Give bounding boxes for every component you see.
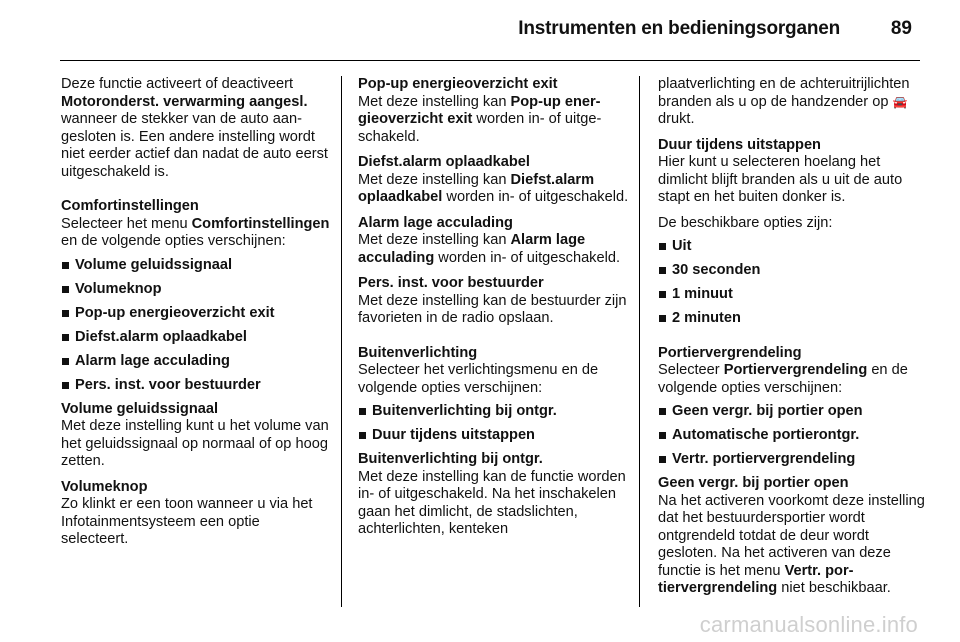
page-title: Instrumenten en bedieningsorganen: [518, 18, 840, 39]
knob-heading: Volumeknop: [61, 478, 148, 495]
page-number: 89: [890, 18, 912, 39]
knob-paragraph: Zo klinkt er een toon wanneer u via het Infotainmentsysteem een optie selecteert.: [61, 496, 313, 547]
list-item: Volumeknop: [61, 281, 331, 299]
list-item: Automatische portierontgr.: [658, 427, 926, 445]
exit-options-list: [658, 238, 926, 328]
exit-paragraph: Hier kunt u selecteren hoelang het dimlicht blijft branden als u uit de auto stapt en het buiten donker is.: [658, 154, 903, 205]
volume-heading: Volume geluidssignaal: [61, 400, 219, 417]
lock-paragraph: Selecteer Portiervergrendeling en de volgende opties verschijnen:: [658, 362, 908, 396]
lock-options-list: [658, 403, 926, 469]
theft-paragraph: Met deze instelling kan Diefst.alarm oplaadkabel worden in- of uitgeschakeld.: [358, 171, 629, 205]
intro-term: Motoronderst. verwarming aangesl.: [61, 93, 308, 110]
car-lock-icon: 🚘: [892, 94, 908, 109]
column-1: [61, 76, 331, 621]
popup-paragraph: Met deze instelling kan Pop-up energieoverzicht exit worden in- of uitgeschakeld.: [358, 93, 602, 145]
pers-heading: Pers. inst. voor bestuurder: [358, 275, 544, 291]
list-item: Duur tijdens uitstappen: [358, 427, 630, 445]
comfort-heading: Comfortinstellingen: [61, 198, 199, 214]
column-2: [358, 76, 630, 621]
nolock-paragraph: Na het activeren voorkomt deze instelling dat het bestuurdersportier wordt ontgrendeld totdat de deur wordt gesloten. Na het activeren van deze functie is het menu Vertr. portiervergrendeling niet beschikbaar.: [658, 492, 925, 596]
list-item: 30 seconden: [658, 262, 926, 280]
unlock-heading: Buitenverlichting bij ontgr.: [358, 451, 543, 467]
exterior-options-list: [358, 403, 630, 445]
list-item: Geen vergr. bij portier open: [658, 403, 926, 421]
list-item: Volume geluidssignaal: [61, 257, 331, 275]
popup-heading: Pop-up energieoverzicht exit: [358, 76, 558, 92]
continued-paragraph: plaatverlichting en de achteruitrijlichten branden als u op de handzender op 🚘 drukt.: [658, 76, 910, 127]
list-item: Buitenverlichting bij ontgr.: [358, 403, 630, 421]
unlock-paragraph: Met deze instelling kan de functie worden in- of uitgeschakeld. Na het inschakelen gaan het dimlicht, de stadslichten, achterlichten, kenteken: [358, 468, 626, 537]
nolock-heading: Geen vergr. bij portier open: [658, 475, 849, 491]
header-divider: [60, 60, 920, 61]
list-item: Pop-up energieoverzicht exit: [61, 305, 331, 323]
list-item: 1 minuut: [658, 286, 926, 304]
available-options-text: De beschikbare opties zijn:: [658, 214, 833, 231]
column-divider: [341, 76, 342, 607]
column-divider: [639, 76, 640, 607]
theft-heading: Diefst.alarm oplaadkabel: [358, 154, 530, 170]
list-item: 2 minuten: [658, 310, 926, 328]
pers-paragraph: Met deze instelling kan de bestuurder zijn favorieten in de radio opslaan.: [358, 292, 627, 326]
battery-heading: Alarm lage acculading: [358, 214, 513, 231]
exterior-paragraph: Selecteer het verlichtingsmenu en de volgende opties verschijnen:: [358, 362, 599, 396]
list-item: Diefst.alarm oplaadkabel: [61, 329, 331, 347]
list-item: Vertr. portiervergrendeling: [658, 451, 926, 469]
list-item: Pers. inst. voor bestuurder: [61, 377, 331, 395]
volume-paragraph: Met deze instelling kunt u het volume van het geluidssignaal op normaal of op hoog zetten.: [61, 418, 329, 469]
intro-paragraph: Deze functie activeert of deactiveert Motoronderst. verwarming aangesl. wanneer de stekker van de auto aangesloten is. Een andere instelling wordt niet eerder actief dan nadat de auto eerst uitgeschakeld is.: [61, 76, 328, 180]
list-item: Uit: [658, 238, 926, 256]
comfort-paragraph: Selecteer het menu Comfortinstellingen en de volgende opties verschijnen:: [61, 215, 330, 249]
watermark: carmanualsonline.info: [699, 612, 918, 637]
column-3: [658, 76, 926, 621]
battery-paragraph: Met deze instelling kan Alarm lage acculading worden in- of uitgeschakeld.: [358, 232, 621, 266]
comfort-options-list: [61, 257, 331, 395]
lock-heading: Portiervergrendeling: [658, 344, 802, 361]
exit-heading: Duur tijdens uitstappen: [658, 136, 821, 153]
exterior-heading: Buitenverlichting: [358, 344, 478, 361]
list-item: Alarm lage acculading: [61, 353, 331, 371]
